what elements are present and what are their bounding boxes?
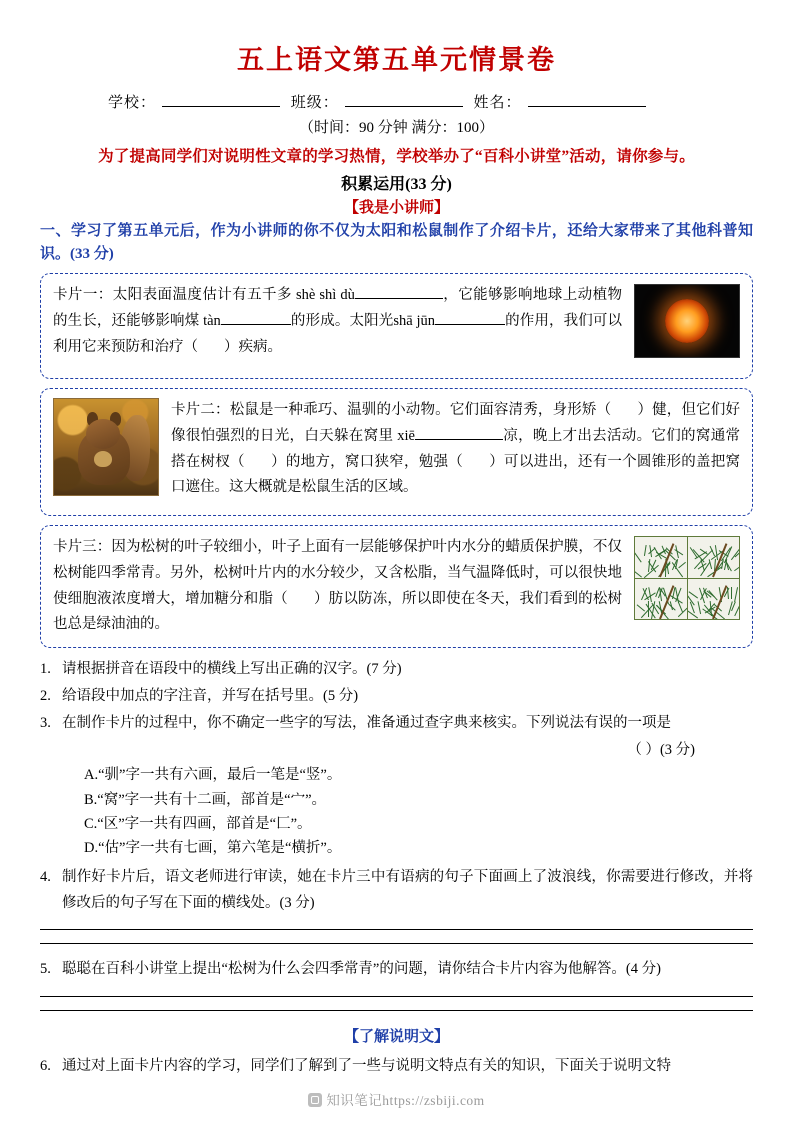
pine-branch-photos: [634, 536, 740, 620]
page-title: 五上语文第五单元情景卷: [237, 45, 556, 75]
question-4-answer-line-1[interactable]: [40, 929, 753, 930]
card-one-pinyin-2: tàn: [203, 312, 221, 329]
question-2-text: 给语段中加点的字注音，并写在括号里。(5 分): [62, 687, 359, 704]
class-blank[interactable]: [345, 91, 463, 107]
card-three: [40, 525, 753, 648]
name-blank[interactable]: [528, 91, 646, 107]
question-item-5: [40, 957, 753, 983]
question-4-number: 4.: [40, 868, 51, 885]
sun-photo: [634, 284, 740, 358]
question-item-2: [40, 684, 753, 710]
question-3-number: 3.: [40, 714, 51, 731]
pine-photo-3: [635, 579, 687, 620]
squirrel-head-icon: [86, 419, 120, 449]
pine-needle-icon: [637, 604, 646, 611]
pine-needle-icon: [679, 562, 687, 569]
name-label: 姓名：: [473, 95, 522, 111]
card-two-t1: 松鼠是一种乖巧、温驯的小动物。它们面容清秀，身形矫（: [229, 402, 612, 418]
acorn-icon: [94, 451, 112, 467]
card-one-pinyin-3: shā jūn: [393, 312, 435, 329]
time-score-line: （时间：90 分钟 满分：100）: [298, 120, 494, 136]
watermark: [0, 1089, 793, 1109]
question-item-3: [40, 711, 753, 737]
card-one-fill-1[interactable]: [355, 285, 443, 299]
card-three-t2: ）肪以防冻，所以即使在冬天，我们看到的松树也总是绿油油的。: [53, 590, 622, 633]
card-one-fill-3[interactable]: [435, 311, 505, 325]
question-3-answer-paren[interactable]: （ ）(3 分): [627, 741, 695, 758]
pine-photo-4: [688, 579, 740, 620]
bracket-heading-expository: 【了解说明文】: [343, 1029, 449, 1046]
pine-needle-icon: [698, 601, 702, 614]
class-label: 班级：: [290, 95, 339, 111]
card-two-fill-1[interactable]: [415, 426, 503, 440]
question-1-stem: 一、学习了第五单元后，作为小讲师的你不仅为太阳和松鼠制作了介绍卡片，还给大家带来了其他科普知识。(33 分): [40, 223, 753, 262]
pine-photo-2: [688, 537, 740, 578]
card-two-t4: ）的地方，窝口狭窄，勉强（: [270, 453, 464, 470]
card-three-label: 卡片三：: [53, 539, 112, 555]
squirrel-photo: [53, 398, 159, 496]
question-5-answer-line-1[interactable]: [40, 996, 753, 997]
intro-red-text: 为了提高同学们对说明性文章的学习热情，学校举办了“百科小讲堂”活动，请你参与。: [98, 148, 695, 165]
question-4-text: 制作好卡片后，语文老师进行审读，她在卡片三中有语病的句子下面画上了波浪线，你需要进行修改，并将修改后的句子写在下面的横线处。(3 分): [62, 868, 753, 911]
question-3-text: 在制作卡片的过程中，你不确定一些字的写法，准备通过查字典来核实。下列说法有误的一项是: [62, 714, 671, 731]
card-one-label: 卡片一：: [53, 287, 113, 303]
card-one-t1: 太阳表面温度估计有五千多: [112, 287, 292, 303]
card-one-fill-2[interactable]: [221, 311, 291, 325]
pine-photo-1: [635, 537, 687, 578]
student-id-line: [40, 91, 753, 112]
card-two-t5: ）可以进出，还有一个圆锥形的盖把窝口遮住。这大概就是松鼠生活的区域。: [171, 453, 741, 496]
card-two-t2: ）健，但它们好像很怕强烈的日光，白天躲在窝里: [171, 402, 741, 444]
question-list: [40, 657, 753, 1080]
pine-needle-icon: [735, 563, 739, 571]
card-two-label: 卡片二：: [171, 402, 230, 418]
question-item-6: [40, 1054, 753, 1080]
card-one-t4: 的作用，我们可以利用它来预防和治疗（: [53, 312, 623, 355]
pine-needle-icon: [734, 587, 738, 602]
question-5-text: 聪聪在百科小讲堂上提出“松树为什么会四季常青”的问题，请你结合卡片内容为他解答。(4 分): [62, 961, 661, 978]
card-one: [40, 273, 753, 379]
pine-needle-icon: [635, 565, 642, 577]
card-one-pinyin-1: shè shì dù: [295, 287, 355, 303]
card-one-t3: 的形成。太阳光: [290, 312, 394, 329]
sun-disc-icon: [665, 299, 709, 343]
question-6-text: 通过对上面卡片内容的学习，同学们了解到了一些与说明文特点有关的知识，下面关于说明文特: [62, 1057, 671, 1074]
school-blank[interactable]: [162, 91, 280, 107]
question-5-number: 5.: [40, 961, 51, 978]
question-3-option-c[interactable]: C.“区”字一共有四画，部首是“匚”。: [84, 816, 312, 833]
question-2-number: 2.: [40, 687, 51, 704]
question-5-answer-line-2[interactable]: [40, 1010, 753, 1011]
question-3-option-d[interactable]: D.“估”字一共有七画，第六笔是“横折”。: [84, 840, 342, 857]
watermark-text: 知识笔记https://zsbiji.com: [326, 1093, 485, 1108]
pine-needle-icon: [726, 586, 728, 599]
notebook-icon: [308, 1093, 322, 1107]
pine-needle-icon: [731, 586, 732, 598]
pine-needle-icon: [644, 545, 647, 556]
card-three-t1: 因为松树的叶子较细小，叶子上面有一层能够保护叶内水分的蜡质保护膜，不仅松树能四季常青。另外，松树叶片内的水分较少，又含松脂，当气温降低时，可以很快地使细胞液浓度增大，增加糖分和脂（: [53, 539, 623, 607]
card-two-t3: 凉，晚上才出去活动。它们的窝通常搭在树杈（: [171, 427, 741, 470]
question-1-text: 请根据拼音在语段中的横线上写出正确的汉字。(7 分): [62, 661, 402, 678]
question-item-4: [40, 865, 753, 917]
school-label: 学校：: [108, 95, 157, 111]
card-two: [40, 388, 753, 516]
question-6-number: 6.: [40, 1057, 51, 1074]
card-one-t5: ）疾病。: [224, 338, 282, 355]
card-two-pinyin-1: xiē: [397, 427, 415, 444]
section-heading-1: 积累运用(33 分): [341, 176, 452, 193]
question-3-option-a[interactable]: A.“驯”字一共有六画，最后一笔是“竖”。: [84, 767, 342, 784]
question-3-option-b[interactable]: B.“窝”字一共有十二画，部首是“宀”。: [84, 791, 327, 808]
question-item-1: [40, 657, 753, 683]
question-4-answer-line-2[interactable]: [40, 943, 753, 944]
question-1-number: 1.: [40, 661, 51, 678]
bracket-heading-lecturer: 【我是小讲师】: [343, 200, 449, 216]
card-one-t2: ，它能够影响地球上动植物的生长，还能够影响煤: [53, 287, 623, 329]
pine-needle-icon: [635, 548, 642, 563]
